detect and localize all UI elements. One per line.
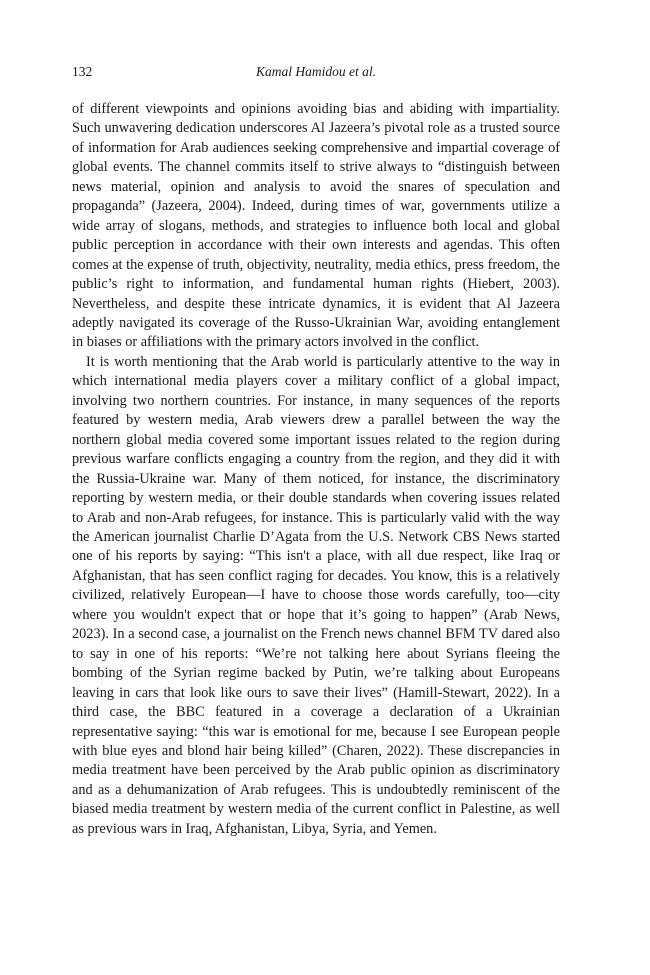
running-head: [72, 64, 560, 88]
paragraph-media-coverage: It is worth mentioning that the Arab world is particularly attentive to the way in which international media players cover a military conflict of a global impact, involving two northern countries. For instance, in many sequences of the reports featured by western media, Arab viewers drew a parallel between the way the northern global media covered some important issues related to the region during previous warfare conflicts engaging a country from the region, and they did it with the Russia-Ukraine war. Many of them noticed, for instance, the discriminatory reporting by western media, or their double standards when covering issues related to Arab and non-Arab refugees, for instance. This is particularly valid with the way the American journalist Charlie D’Agata from the U.S. Network CBS News started one of his reports by saying: “This isn't a place, with all due respect, like Iraq or Afghanistan, that has seen conflict raging for decades. You know, this is a relatively civilized, relatively European—I have to choose those words carefully, too—city where you wouldn't expect that or hope that it’s going to happen” (Arab News, 2023). In a second case, a journalist on the French news channel BFM TV dared also to say in one of his reports: “We’re not talking here about Syrians fleeing the bombing of the Syrian regime backed by Putin, we’re talking about Europeans leaving in cars that look like ours to save their lives” (Hamill-Stewart, 2022). In a third case, the BBC featured in a coverage a declaration of a Ukrainian representative saying: “this war is emotional for me, because I see European people with blue eyes and blond hair being killed” (Charen, 2022). These discrepancies in media treatment have been perceived by the Arab public opinion as discriminatory and as a dehumanization of Arab refugees. This is undoubtedly reminiscent of the biased media treatment by western media of the current conflict in Palestine, as well as previous wars in Iraq, Afghanistan, Libya, Syria, and Yemen.: [72, 353, 560, 837]
page-number: 132: [72, 64, 93, 79]
body-text: [72, 100, 560, 839]
running-title: Kamal Hamidou et al.: [256, 64, 376, 79]
book-page: [72, 64, 560, 839]
paragraph-continuation: of different viewpoints and opinions avoiding bias and abiding with impartiality. Such unwavering dedication underscores Al Jazeera’s pivotal role as a trusted source of information for Arab audiences seeking comprehensive and impartial coverage of global events. The channel commits itself to strive always to “distinguish between news material, opinion and analysis to avoid the snares of speculation and propaganda” (Jazeera, 2004). Indeed, during times of war, governments utilize a wide array of slogans, methods, and strategies to influence both local and global public perception in accordance with their own interests and agendas. This often comes at the expense of truth, objectivity, neutrality, media ethics, press freedom, the public’s right to information, and fundamental human rights (Hiebert, 2003). Nevertheless, and despite these intricate dynamics, it is evident that Al Jazeera adeptly navigated its coverage of the Russo-Ukrainian War, avoiding entanglement in biases or affiliations with the primary actors involved in the conflict.: [72, 101, 560, 351]
